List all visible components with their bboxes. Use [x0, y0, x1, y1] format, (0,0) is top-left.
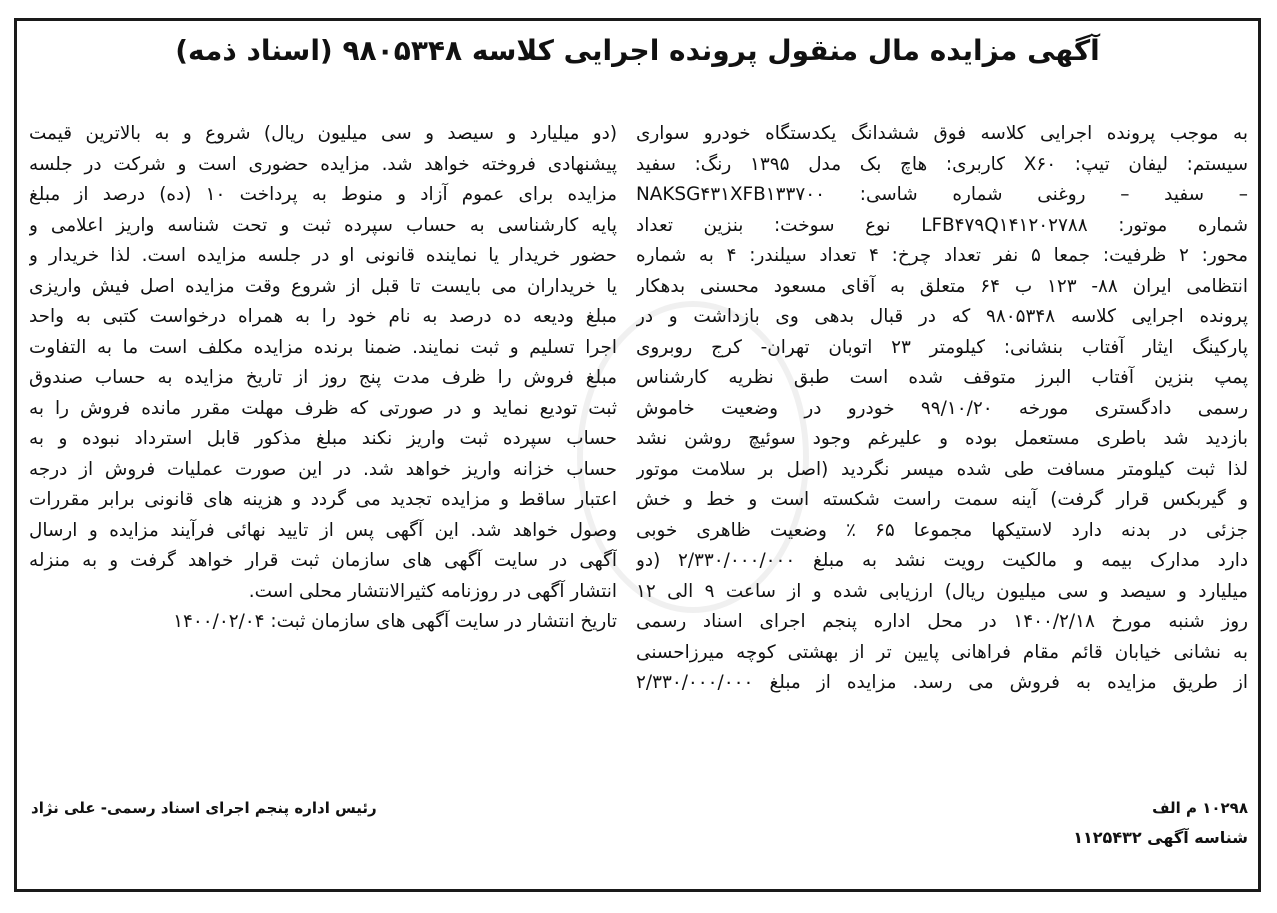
ad-frame: [14, 18, 1261, 892]
right-column: [636, 119, 1248, 699]
text-line: روز شنبه مورخ ۱۴۰۰/۲/۱۸ در محل اداره پنجم اجرای اسناد رسمی: [636, 611, 1248, 632]
text-line: پمپ بنزین آفتاب البرز متوقف شده است طبق نظریه کارشناس: [636, 367, 1248, 388]
text-line: پیشنهادی فروخته خواهد شد. مزایده حضوری است و شرکت در جلسه: [29, 153, 617, 175]
text-line: وصول خواهد شد. این آگهی پس از تایید نهائی فرآیند مزایده و ارسال: [29, 519, 617, 541]
text-line: حضور خریدار یا نماینده قانونی او در جلسه مزایده است. لذا خریدار و: [29, 245, 617, 266]
text-line: انتظامی ایران ۸۸- ۱۲۳ ب ۶۴ متعلق به آقای مسعود محسنی بدهکار: [636, 275, 1248, 297]
text-line: پایه کارشناسی به حساب سپرده ثبت و تحت شناسه واریز اعلامی و: [29, 214, 617, 236]
text-line: اعتبار ساقط و مزایده تجدید می گردد و هزینه های قانونی برابر مقررات: [29, 489, 617, 510]
signature: رئیس اداره پنجم اجرای اسناد رسمی- علی نژاد: [31, 799, 377, 817]
text-line: بازدید شد باطری مستعمل بوده و علیرغم وجود سوئیچ روشن نشد: [636, 428, 1248, 449]
text-line: مبلغ ودیعه ده درصد به نام خود را به همراه درخواست کتبی به واحد: [29, 306, 617, 327]
code-number: ۱۰۲۹۸ م الف: [1152, 799, 1248, 817]
text-line: اجرا تسلیم و ثبت نمایند. ضمنا برنده مزایده مکلف است ما به التفاوت: [29, 336, 617, 358]
text-line: آگهی در سایت آگهی های سازمان ثبت قرار خواهد گرفت و به منزله: [29, 550, 617, 571]
text-line: به موجب پرونده اجرایی کلاسه فوق ششدانگ یکدستگاه خودرو سواری: [636, 123, 1248, 144]
ad-title: آگهی مزایده مال منقول پرونده اجرایی کلاسه ۹۸۰۵۳۴۸ (اسناد ذمه): [175, 34, 1100, 67]
text-line: سیستم: لیفان تیپ: X۶۰ کاربری: هاچ بک مدل ۱۳۹۵ رنگ: سفید: [636, 153, 1248, 175]
text-line: پارکینگ ایثار آفتاب بنشانی: کیلومتر ۲۳ اتوبان تهران- کرج روبروی: [636, 336, 1248, 358]
text-line: انتشار آگهی در روزنامه کثیرالانتشار محلی است.: [248, 580, 617, 602]
text-line: (دو میلیارد و سیصد و سی میلیون ریال) شروع و به بالاترین قیمت: [29, 123, 617, 144]
text-line: مزایده برای عموم آزاد و منوط به پرداخت ۱۰ (ده) درصد از مبلغ: [29, 184, 617, 205]
text-line: – سفید – روغنی شماره شاسی: NAKSG۴۳۱XFB۱۳۳۷۰۰: [636, 184, 1248, 205]
text-line: و گیربکس قرار گرفت) آینه سمت راست شکسته است و خط و خش: [636, 489, 1248, 510]
text-line: میلیارد و سیصد و سی میلیون ریال) ارزیابی شده و از ساعت ۹ الی ۱۲: [636, 580, 1248, 602]
text-line: به نشانی خیابان قائم مقام فراهانی پایین تر از بهشتی کوچه میرزاحسنی: [636, 641, 1248, 663]
text-line: حساب سپرده ثبت واریز نکند مبلغ مذکور قابل استرداد نبوده و به: [29, 428, 617, 449]
ad-id: شناسه آگهی ۱۱۲۵۴۳۲: [1073, 828, 1248, 847]
publish-date: تاریخ انتشار در سایت آگهی های سازمان ثبت: ۱۴۰۰/۰۲/۰۴: [173, 611, 617, 632]
text-line: از طریق مزایده به فروش می رسد. مزایده از مبلغ ۲/۳۳۰/۰۰۰/۰۰۰: [636, 672, 1248, 693]
text-line: شماره موتور: LFB۴۷۹Q۱۴۱۲۰۲۷۸۸ نوع سوخت: بنزین تعداد: [636, 214, 1248, 236]
text-line: ثبت تودیع نماید و در صورتی که ظرف مهلت مقرر مانده فروش را به: [29, 397, 617, 419]
text-line: لذا ثبت کیلومتر مسافت طی شده میسر نگردید (اصل بر سلامت موتور: [636, 458, 1248, 480]
text-line: حساب خزانه واریز خواهد شد. در این صورت عملیات فروش از درجه: [29, 458, 617, 480]
left-column: [29, 119, 617, 638]
text-line: جزئی در بدنه دارد لاستیکها مجموعا ۶۵ ٪ وضعیت ظاهری خوبی: [636, 519, 1248, 541]
text-line: پرونده اجرایی کلاسه ۹۸۰۵۳۴۸ که در قبال بدهی وی بازداشت و در: [636, 306, 1248, 327]
text-line: مبلغ فروش را ظرف مدت پنج روز از تاریخ مزایده به حساب صندوق: [29, 367, 617, 388]
text-line: دارد مدارک بیمه و مالکیت رویت نشد به مبلغ ۲/۳۳۰/۰۰۰/۰۰۰ (دو: [636, 550, 1248, 571]
text-line: محور: ۲ ظرفیت: جمعا ۵ نفر تعداد چرخ: ۴ تعداد سیلندر: ۴ به شماره: [636, 245, 1248, 266]
text-line: رسمی دادگستری مورخه ۹۹/۱۰/۲۰ خودرو در وضعیت خاموش: [636, 397, 1248, 419]
text-line: یا خریداران می بایست تا قبل از شروع وقت مزایده اصل فیش واریزی: [29, 275, 617, 297]
